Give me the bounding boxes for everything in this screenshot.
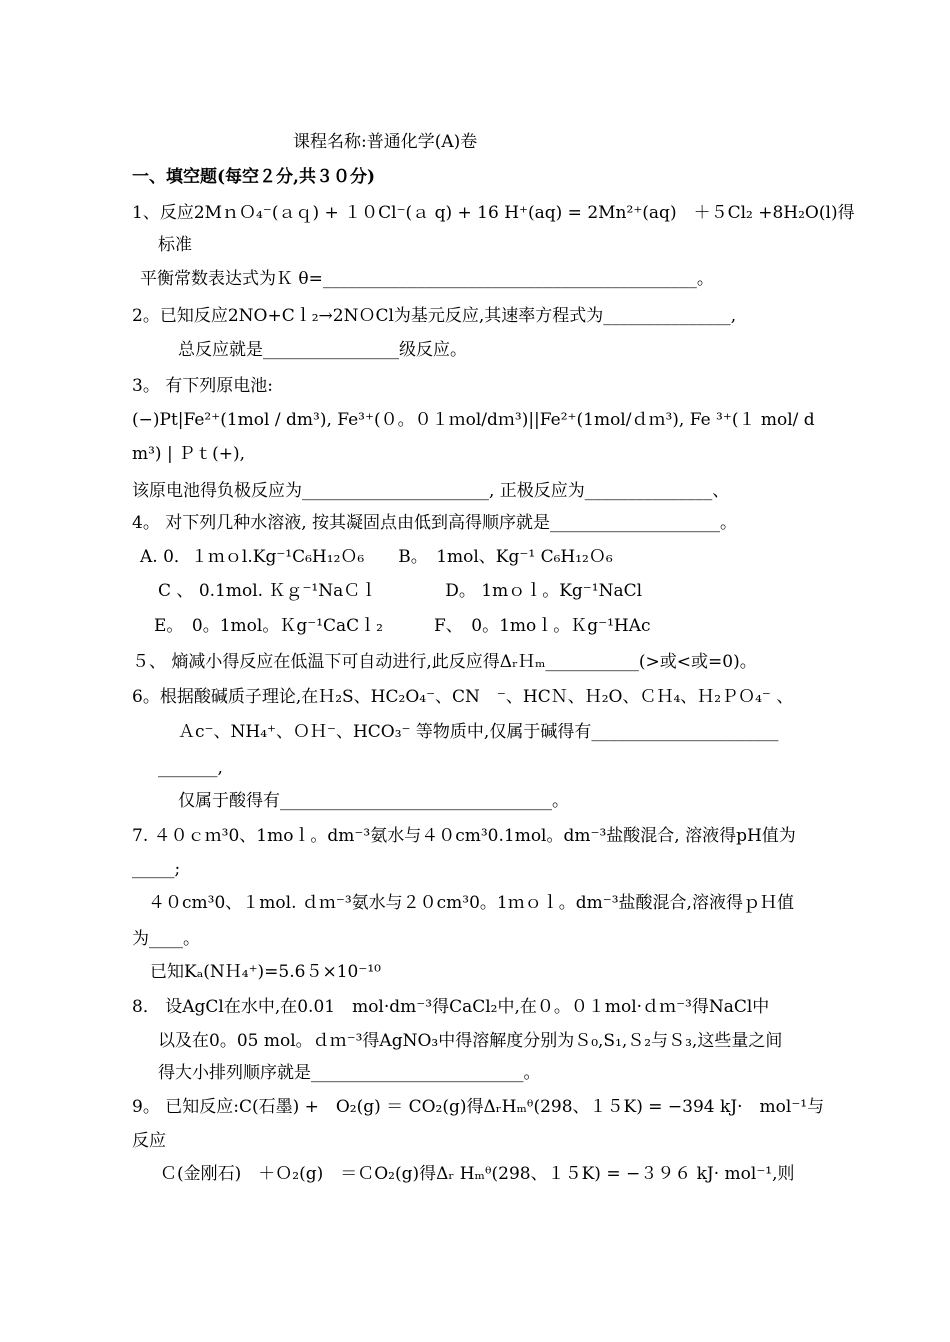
q6-line1: 6。根据酸碱质子理论,在Ｈ₂S、HC₂O₄⁻、CN ⁻、HCＮ、Ｈ₂O、ＣＨ₄、Ｈ₂ＰＯ₄⁻ 、	[132, 687, 794, 707]
q4-line1: 4。 对下列几种水溶液, 按其凝固点由低到高得顺序就是____________________。	[132, 513, 738, 533]
q9-line1: 9。 已知反应:C(石墨) + O₂(g) ＝ CO₂(g)得ΔᵣHₘᶿ(298、１５K) = −394 kJ· mol⁻¹与	[132, 1097, 825, 1117]
page-title: 课程名称:普通化学(A)卷	[293, 132, 478, 152]
q3-line2: (−)Pt|Fe²⁺(1mol / dm³), Fe³⁺(０。０１ｍol/dｍ³)||Fe²⁺(1mol/ｄｍ³), Fe ³⁺(１ mol/ d	[132, 410, 815, 430]
q2-line2: 总反应就是________________级反应。	[178, 340, 467, 360]
q1-line3: 平衡常数表达式为Ｋ θ=____________________________________________。	[140, 269, 714, 289]
q8-line1: 8． 设AgCl在水中,在0.01 mol·dm⁻³得CaCl₂中,在０。０１mol·ｄｍ⁻³得NaCl中	[132, 997, 770, 1017]
q4-option-ef: E。 0。1mol。Ｋg⁻¹CaCｌ₂ F、 0。1moｌ。Ｋg⁻¹HAc	[154, 616, 651, 636]
q7-line1: 7. ４０ｃｍ³0、1moｌ。dm⁻³氨水与４０cm³0.1mol。dm⁻³盐酸混合, 溶液得pH值为	[132, 826, 796, 846]
q7-line2: _____;	[132, 859, 181, 879]
q7-line3: ４０cm³0、１mol. ｄｍ⁻³氨水与２０cm³0。1ｍｏｌ。dm⁻³盐酸混合,溶液得ｐＨ值	[148, 893, 794, 913]
q5-line1: ５、 熵减小得反应在低温下可自动进行,此反应得ΔᵣＨₘ___________(>或<或=0)。	[132, 652, 757, 672]
q7-line4: 为____。	[132, 929, 200, 949]
q3-line4: 该原电池得负极反应为______________________, 正极反应为_______________、	[132, 481, 730, 501]
q6-line2: Ａc⁻、NH₄⁺、ＯＨ⁻、HCO₃⁻ 等物质中,仅属于碱得有______________________	[178, 722, 779, 742]
q1-line1: 1、反应2MｎＯ₄⁻(ａｑ) + １０Cl⁻(ａ q) + 16 H⁺(aq) = 2Mn²⁺(aq) ＋５Cl₂ +8H₂O(l)得	[132, 203, 855, 223]
q4-option-ab: A. 0．１ｍｏl.Kg⁻¹C₆H₁₂Ｏ₆ B。 1mol、Kg⁻¹ C₆H₁₂Ｏ₆	[140, 547, 613, 567]
q8-line2: 以及在0。05 mol。ｄｍ⁻³得AgNO₃中得溶解度分别为Ｓ₀,S₁,Ｓ₂与Ｓ₃,这些量之间	[158, 1031, 783, 1051]
q3-line3: m³) | Ｐｔ(+),	[132, 444, 246, 464]
q6-line3: _______,	[158, 758, 223, 778]
section-heading: 一、填空题(每空２分,共３０分)	[132, 167, 376, 187]
q8-line3: 得大小排列顺序就是_________________________。	[158, 1063, 541, 1083]
q2-line1: 2。已知反应2NO+Cｌ₂→2NＯCl为基元反应,其速率方程式为_______________,	[132, 306, 737, 326]
q4-option-cd: C 、 0.1mol. Ｋｇ⁻¹NaＣｌ D。 1mｏｌ。Kg⁻¹NaCl	[158, 581, 643, 601]
q9-line3: Ｃ(金刚石) ＋Ｏ₂(g) ＝ＣO₂(g)得Δᵣ Hₘᶿ(298、１５K) = −３９６ kJ· mol⁻¹,则	[160, 1164, 795, 1184]
q3-line1: 3。 有下列原电池:	[132, 376, 273, 396]
q7-line5: 已知Kₐ(NＨ₄⁺)=5.6５×10⁻¹⁰	[150, 962, 381, 982]
q6-line4: 仅属于酸得有________________________________。	[178, 791, 569, 811]
q1-line2: 标准	[158, 235, 192, 255]
q9-line2: 反应	[132, 1131, 166, 1151]
